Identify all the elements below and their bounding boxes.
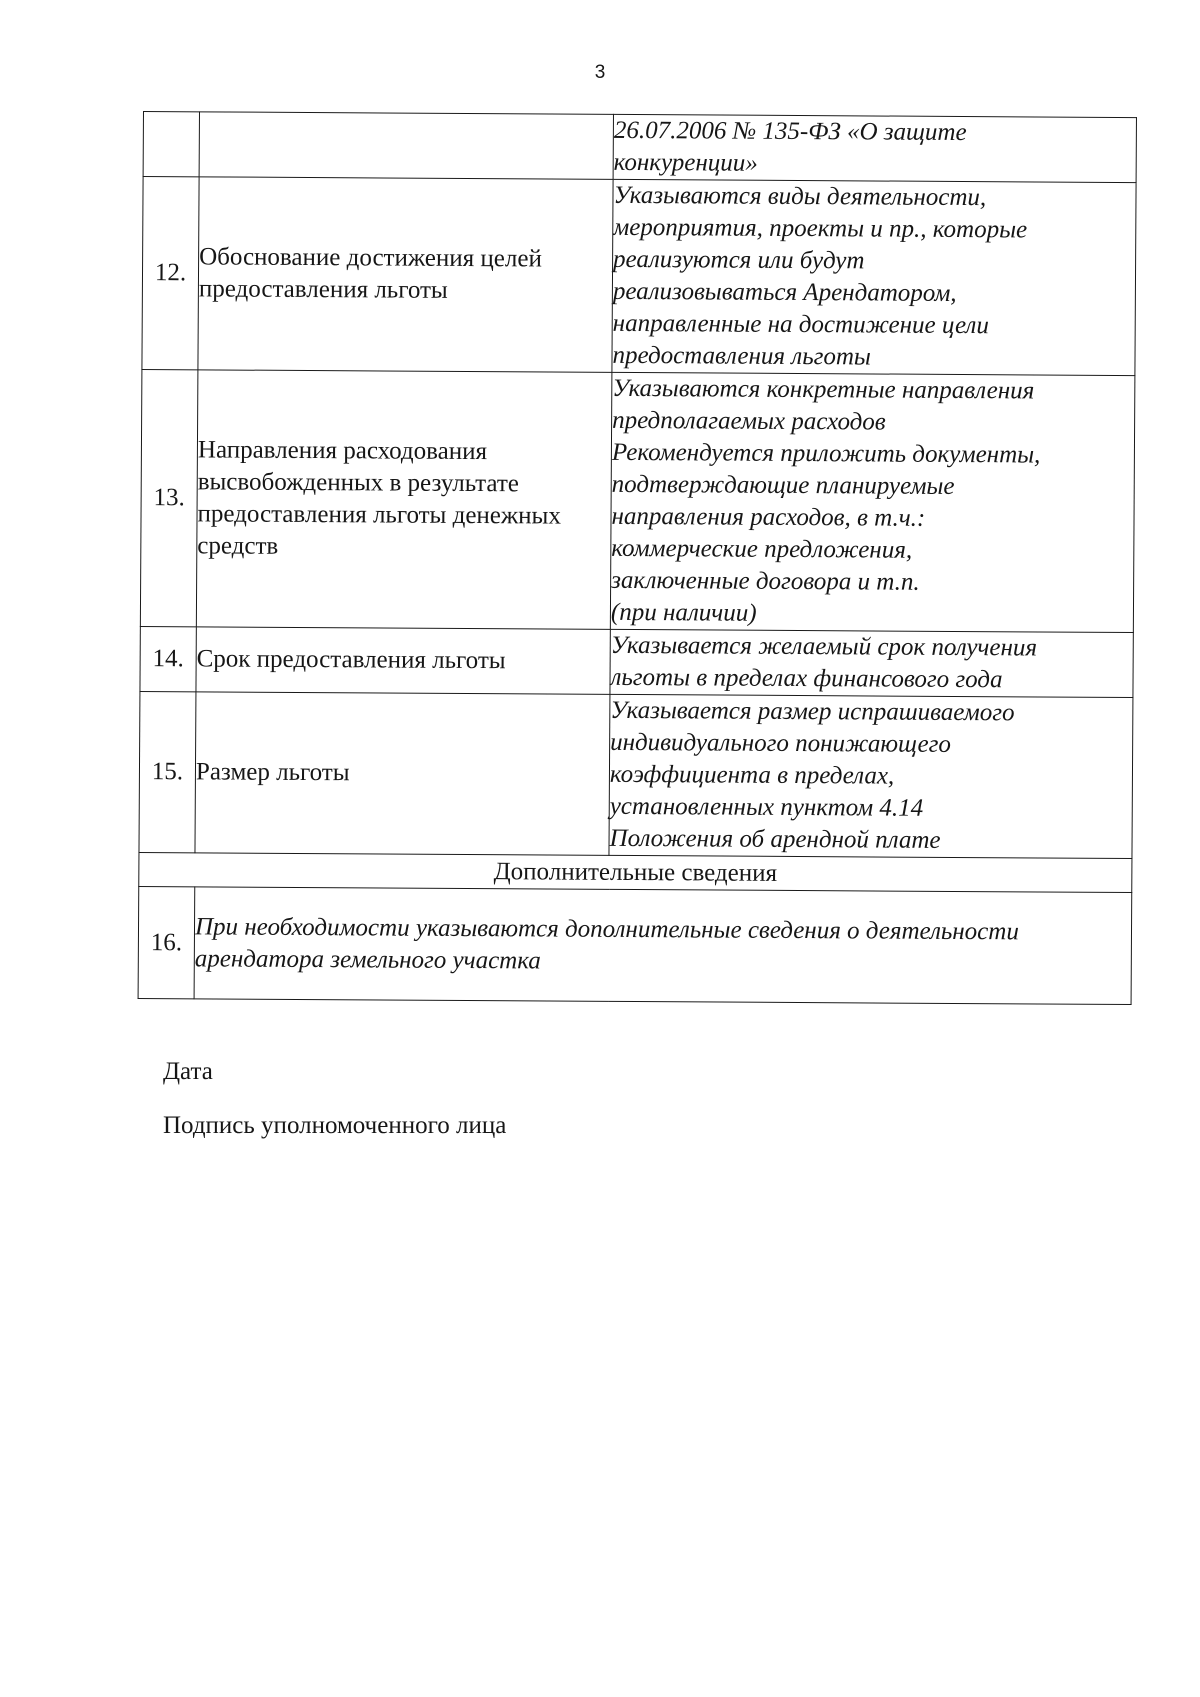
value-line: реализуются или будут	[613, 245, 865, 275]
table-row-12	[142, 177, 1136, 376]
row-number: 14.	[140, 626, 196, 691]
row-number: 12.	[142, 177, 199, 370]
row-label: Обоснование достижения целей предоставления льготы	[198, 177, 613, 373]
row-value	[612, 179, 1136, 375]
value-line: индивидуального понижающего	[610, 728, 952, 758]
row-note: При необходимости указываются дополнительные сведения о деятельности арендатора земельного участка	[194, 887, 1132, 1005]
row-number: 13.	[140, 369, 198, 626]
value-line: Указываются виды деятельности,	[613, 181, 987, 212]
value-line: заключенные договора и т.п.	[611, 566, 920, 596]
row-value	[610, 372, 1135, 632]
value-line: конкуренции»	[613, 148, 758, 177]
value-line: льготы в пределах финансового года	[610, 663, 1003, 694]
table-row-16	[138, 886, 1132, 1004]
value-line: Положения об арендной плате	[609, 824, 941, 854]
row-number: 16.	[138, 886, 195, 998]
row-value	[613, 114, 1136, 182]
value-line: коэффициента в пределах,	[609, 760, 895, 790]
value-line: предоставления льготы	[612, 341, 871, 371]
table-row-continuation	[143, 112, 1136, 183]
value-line: подтверждающие планируемые	[611, 470, 955, 500]
page-number: 3	[594, 62, 606, 83]
value-line: Указываются конкретные направления	[612, 374, 1035, 405]
section-header: Дополнительные сведения	[139, 852, 1132, 892]
table-row-13	[140, 369, 1135, 632]
value-line: Рекомендуется приложить документы,	[611, 438, 1041, 469]
value-line: установленных пунктом 4.14	[609, 792, 924, 822]
signature-label: Подпись уполномоченного лица	[163, 1112, 507, 1139]
value-line: Указывается размер испрашиваемого	[610, 696, 1015, 727]
row-label: Размер льготы	[195, 692, 610, 856]
value-line: коммерческие предложения,	[611, 534, 913, 564]
table-row-14	[140, 626, 1133, 697]
value-line: предполагаемых расходов	[612, 406, 886, 436]
row-label: Срок предоставления льготы	[196, 627, 610, 695]
row-value	[610, 629, 1133, 697]
application-form-table	[138, 111, 1137, 1005]
row-number: 15.	[139, 691, 196, 852]
row-value	[609, 694, 1133, 858]
row-label: Направления расходования высвобожденных в результате предоставления льготы денежных средств	[196, 370, 612, 630]
value-line: реализовываться Арендатором,	[612, 277, 957, 307]
table-row-15	[139, 691, 1133, 858]
row-label	[199, 112, 613, 180]
value-line: Указывается желаемый срок получения	[610, 631, 1038, 662]
row-number	[143, 112, 199, 177]
value-line: направления расходов, в т.ч.:	[611, 502, 926, 532]
value-line: направленные на достижение цели	[612, 309, 989, 340]
value-line: мероприятия, проекты и пр., которые	[613, 213, 1028, 244]
value-line: (при наличии)	[610, 598, 757, 627]
date-label: Дата	[163, 1058, 213, 1085]
value-line: 26.07.2006 № 135-ФЗ «О защите	[613, 116, 967, 147]
